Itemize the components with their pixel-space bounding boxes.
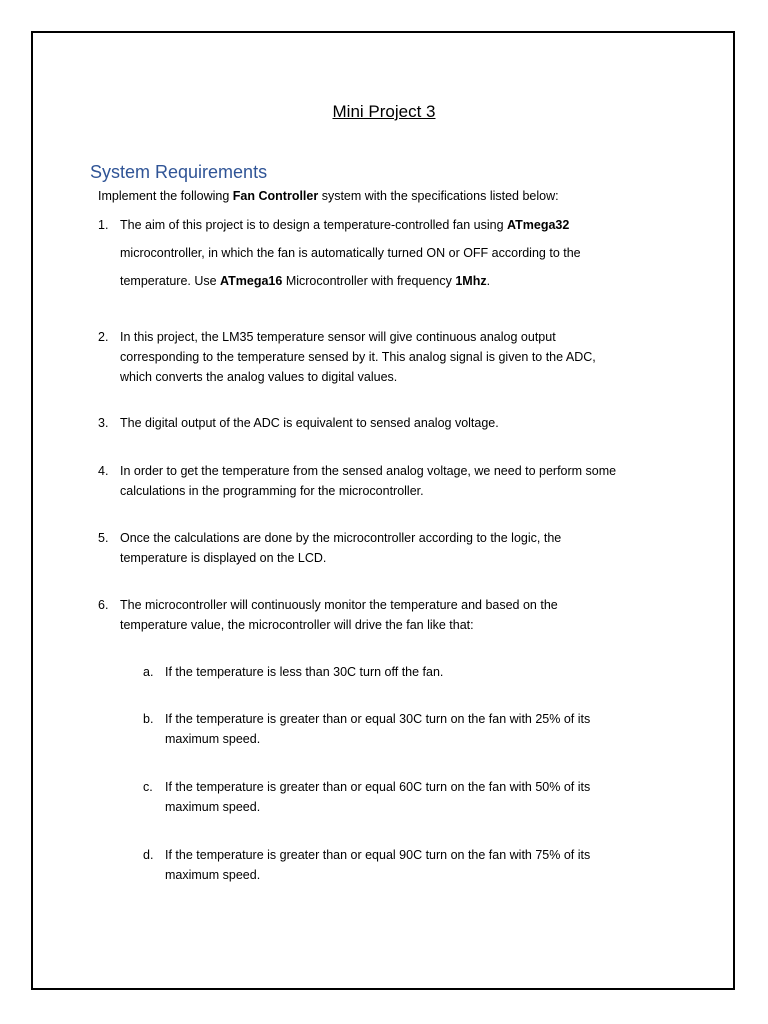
sub-list-marker: a. bbox=[143, 665, 154, 679]
list-marker: 2. bbox=[98, 330, 109, 344]
item-line: If the temperature is greater than or equal 60C turn on the fan with 50% of its bbox=[165, 780, 591, 794]
intro-text-after: system with the specifications listed below: bbox=[318, 189, 559, 203]
bold-run: 1Mhz bbox=[455, 274, 487, 288]
item-line: If the temperature is greater than or equal 90C turn on the fan with 75% of its bbox=[165, 848, 591, 862]
list-marker: 4. bbox=[98, 464, 109, 478]
list-marker: 6. bbox=[98, 598, 109, 612]
item-line: In this project, the LM35 temperature sensor will give continuous analog output bbox=[120, 330, 556, 344]
item-line: The digital output of the ADC is equivalent to sensed analog voltage. bbox=[120, 416, 499, 430]
intro-paragraph bbox=[98, 186, 559, 206]
item-line: The microcontroller will continuously monitor the temperature and based on the bbox=[120, 598, 558, 612]
intro-text-before: Implement the following bbox=[98, 189, 233, 203]
item-line: maximum speed. bbox=[165, 732, 261, 746]
text-run: . bbox=[486, 274, 491, 288]
item-line: temperature is displayed on the LCD. bbox=[120, 551, 327, 565]
list-item-text bbox=[120, 461, 680, 501]
item-line: maximum speed. bbox=[165, 868, 261, 882]
text-run: microcontroller, in which the fan is automatically turned ON or OFF according to the bbox=[120, 246, 581, 260]
list-marker: 5. bbox=[98, 531, 109, 545]
list-item-text bbox=[120, 595, 680, 635]
list-marker: 3. bbox=[98, 416, 109, 430]
item-line bbox=[120, 211, 680, 239]
sub-list-marker: c. bbox=[143, 780, 153, 794]
sub-list-marker: d. bbox=[143, 848, 154, 862]
sub-list-item-text bbox=[165, 662, 665, 682]
page-title: Mini Project 3 bbox=[332, 102, 436, 121]
item-line: In order to get the temperature from the sensed analog voltage, we need to perform some bbox=[120, 464, 617, 478]
text-run: The aim of this project is to design a temperature-controlled fan using bbox=[120, 218, 508, 232]
item-line bbox=[120, 267, 680, 295]
sub-list-marker: b. bbox=[143, 712, 154, 726]
item-line bbox=[120, 239, 680, 267]
bold-run: ATmega32 bbox=[507, 218, 570, 232]
item-line: Once the calculations are done by the microcontroller according to the logic, the bbox=[120, 531, 562, 545]
intro-text-bold: Fan Controller bbox=[232, 189, 319, 203]
item-line: calculations in the programming for the microcontroller. bbox=[120, 484, 424, 498]
text-run: Microcontroller with frequency bbox=[282, 274, 456, 288]
item-line: temperature value, the microcontroller will drive the fan like that: bbox=[120, 618, 474, 632]
item-line: If the temperature is greater than or equal 30C turn on the fan with 25% of its bbox=[165, 712, 591, 726]
list-item-text bbox=[120, 528, 680, 568]
item-line: corresponding to the temperature sensed by it. This analog signal is given to the ADC, bbox=[120, 350, 596, 364]
section-heading: System Requirements bbox=[90, 162, 268, 182]
item-line: If the temperature is less than 30C turn off the fan. bbox=[165, 665, 444, 679]
text-run: temperature. Use bbox=[120, 274, 221, 288]
item-line: maximum speed. bbox=[165, 800, 261, 814]
list-item-text bbox=[120, 413, 680, 433]
list-marker: 1. bbox=[98, 218, 109, 232]
sub-list-item-text bbox=[165, 709, 665, 749]
list-item-text bbox=[120, 211, 680, 295]
sub-list-item-text bbox=[165, 845, 665, 885]
list-item-text bbox=[120, 327, 680, 387]
item-line: which converts the analog values to digital values. bbox=[120, 370, 398, 384]
sub-list-item-text bbox=[165, 777, 665, 817]
bold-run: ATmega16 bbox=[220, 274, 283, 288]
